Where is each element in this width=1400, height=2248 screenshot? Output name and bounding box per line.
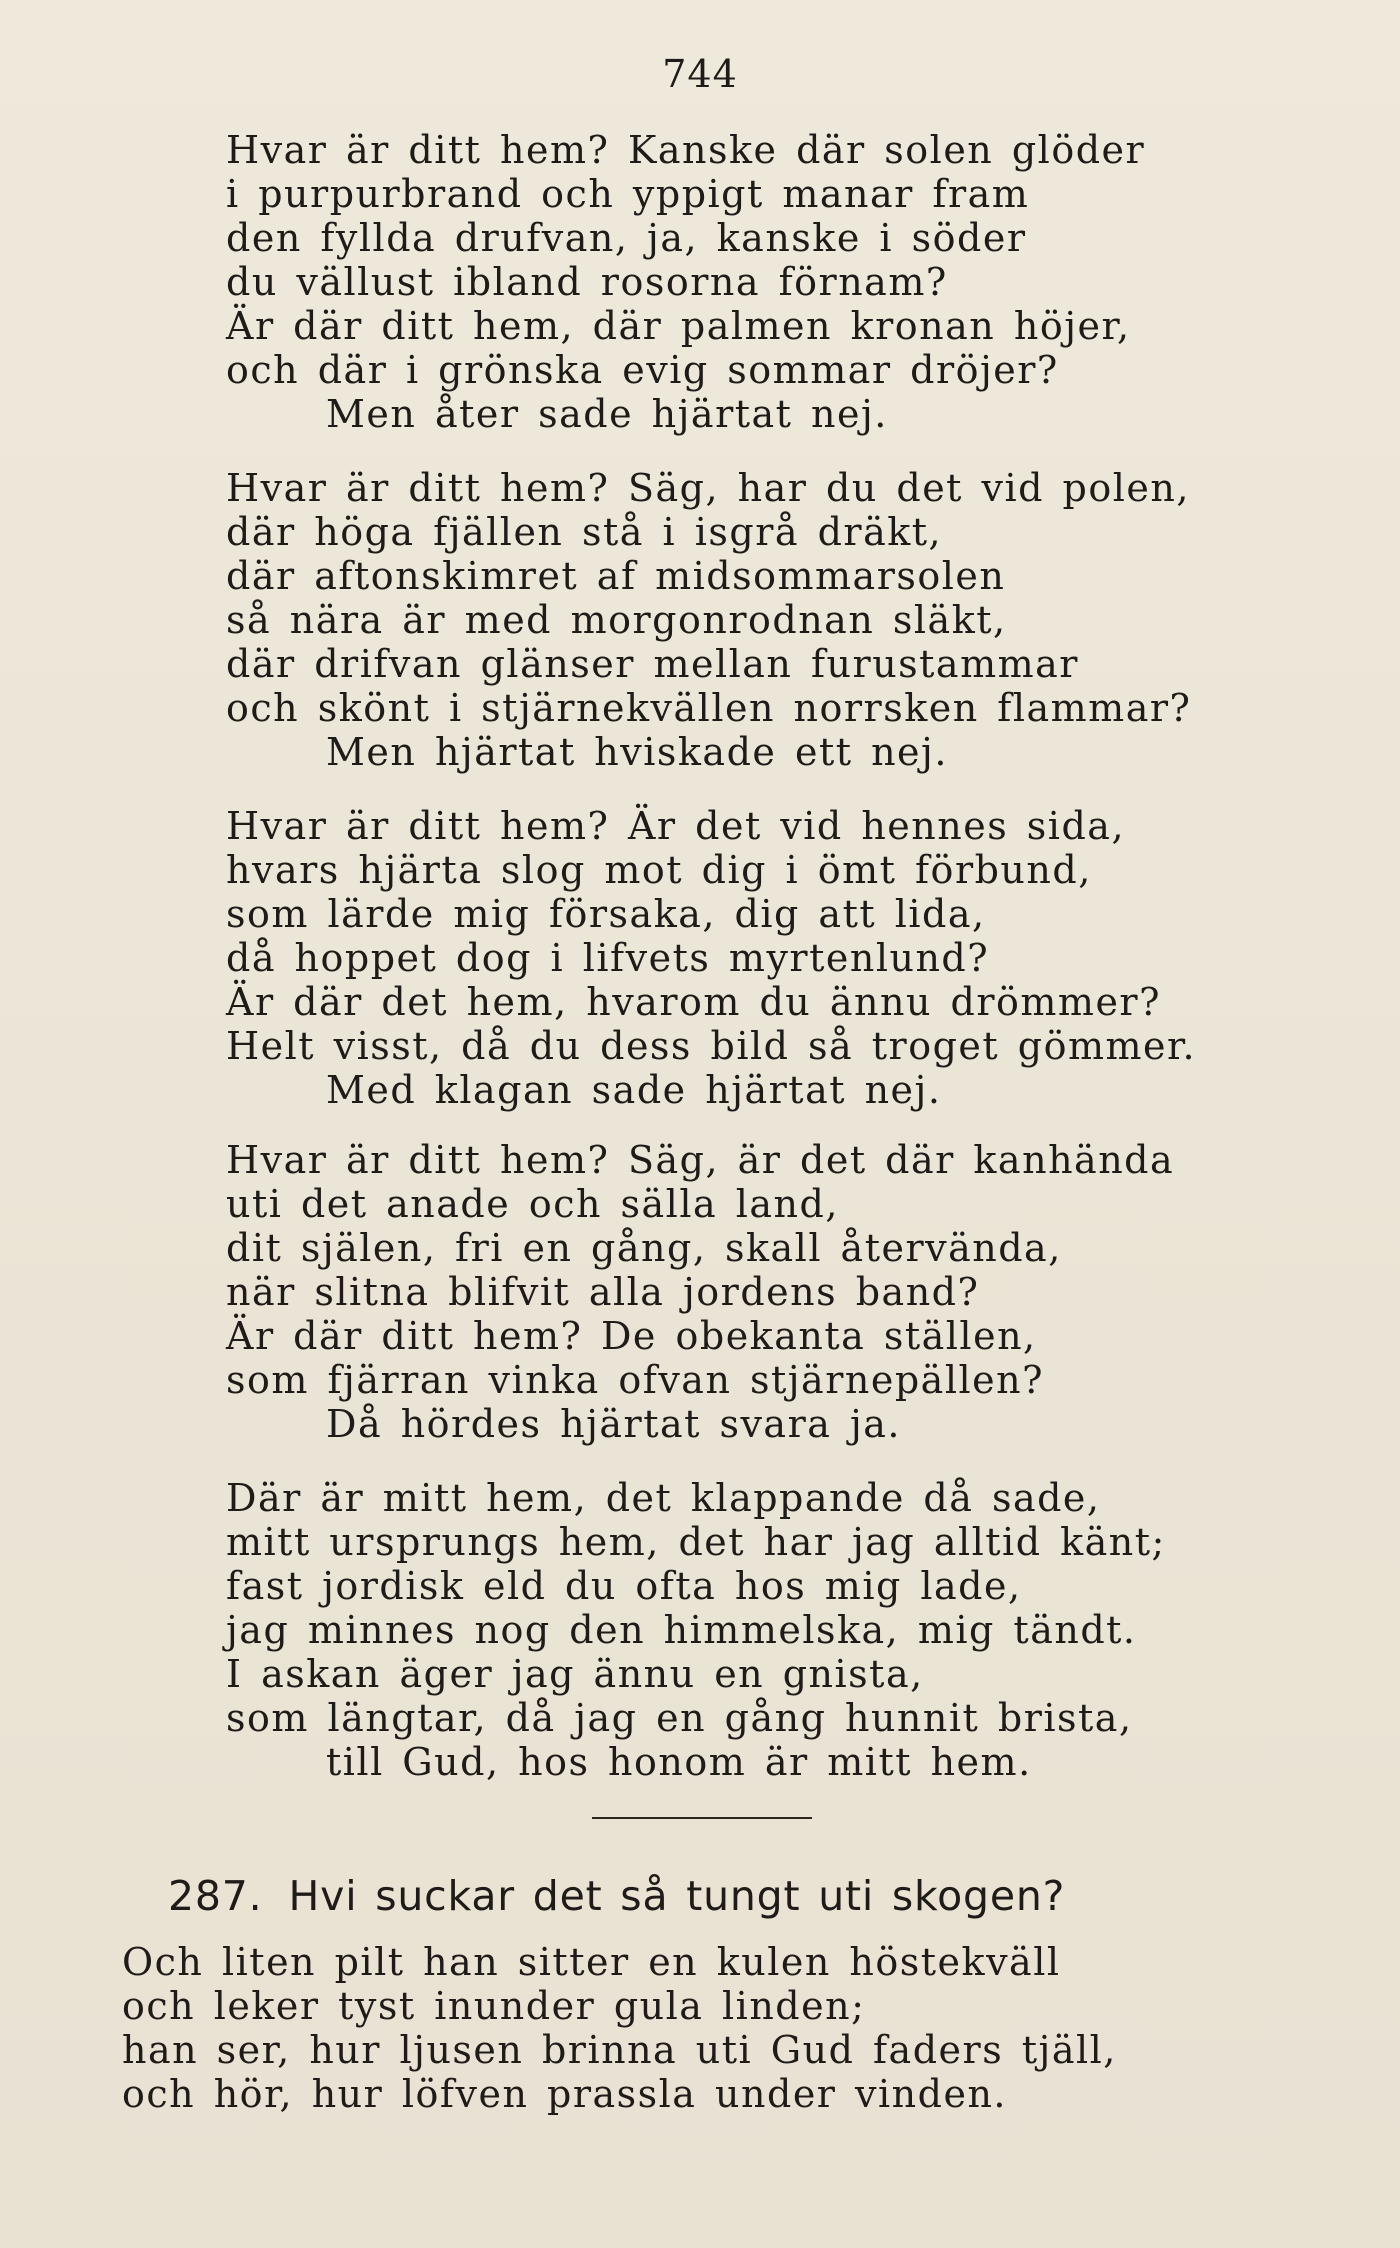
song-line: han ser, hur ljusen brinna uti Gud faders tjäll, (122, 2028, 1117, 2072)
poem-refrain-line: Men hjärtat hviskade ett nej. (326, 730, 948, 774)
poem-line: och där i grönska evig sommar dröjer? (226, 348, 1059, 392)
poem-stanza-2 (226, 466, 1191, 774)
poem-refrain-line: Men åter sade hjärtat nej. (326, 392, 888, 436)
song-title: Hvi suckar det så tungt uti skogen? (288, 1872, 1066, 1920)
poem-line: Är där det hem, hvarom du ännu drömmer? (226, 980, 1161, 1024)
poem-line: Hvar är ditt hem? Säg, har du det vid polen, (226, 466, 1190, 510)
poem-refrain-line: till Gud, hos honom är mitt hem. (326, 1740, 1032, 1784)
poem-line: Där är mitt hem, det klappande då sade, (226, 1476, 1101, 1520)
poem-line: där aftonskimret af midsommarsolen (226, 554, 1006, 598)
poem-line: som lärde mig försaka, dig att lida, (226, 892, 986, 936)
poem-line: dit själen, fri en gång, skall återvända, (226, 1226, 1062, 1270)
song-heading (168, 1872, 1065, 1920)
page-number: 744 (662, 52, 738, 96)
section-divider (592, 1817, 812, 1819)
song-line: och hör, hur löfven prassla under vinden. (122, 2072, 1008, 2116)
poem-line: så nära är med morgonrodnan släkt, (226, 598, 1007, 642)
poem-stanza-4 (226, 1138, 1174, 1446)
poem-line: Hvar är ditt hem? Är det vid hennes sida, (226, 804, 1126, 848)
poem-line: Är där ditt hem? De obekanta ställen, (226, 1314, 1037, 1358)
poem-line: när slitna blifvit alla jordens band? (226, 1270, 980, 1314)
poem-stanza-1 (226, 128, 1145, 436)
poem-line: hvars hjärta slog mot dig i ömt förbund, (226, 848, 1092, 892)
poem-line: då hoppet dog i lifvets myrtenlund? (226, 936, 990, 980)
poem-line: mitt ursprungs hem, det har jag alltid känt; (226, 1520, 1166, 1564)
poem-line: i purpurbrand och yppigt manar fram (226, 172, 1030, 216)
song-line: Och liten pilt han sitter en kulen höstekväll (122, 1940, 1061, 1984)
poem-line: Helt visst, då du dess bild så troget gömmer. (226, 1024, 1197, 1068)
poem-line: jag minnes nog den himmelska, mig tändt. (226, 1608, 1137, 1652)
poem-line: fast jordisk eld du ofta hos mig lade, (226, 1564, 1022, 1608)
poem-line: Är där ditt hem, där palmen kronan höjer, (226, 304, 1131, 348)
poem-line: där höga fjällen stå i isgrå dräkt, (226, 510, 943, 554)
poem-line: I askan äger jag ännu en gnista, (226, 1652, 924, 1696)
song-line: och leker tyst inunder gula linden; (122, 1984, 866, 2028)
poem-refrain-line: Med klagan sade hjärtat nej. (326, 1068, 942, 1112)
poem-stanza-3 (226, 804, 1196, 1112)
poem-line: du vällust ibland rosorna förnam? (226, 260, 948, 304)
song-stanza-1 (122, 1940, 1117, 2116)
poem-refrain-line: Då hördes hjärtat svara ja. (326, 1402, 902, 1446)
poem-line: Hvar är ditt hem? Kanske där solen glöder (226, 128, 1146, 172)
poem-line: som fjärran vinka ofvan stjärnepällen? (226, 1358, 1044, 1402)
poem-line: där drifvan glänser mellan furustammar (226, 642, 1079, 686)
poem-line: uti det anade och sälla land, (226, 1182, 839, 1226)
poem-line: den fyllda drufvan, ja, kanske i söder (226, 216, 1027, 260)
poem-stanza-5 (226, 1476, 1166, 1784)
poem-line: och skönt i stjärnekvällen norrsken flammar? (226, 686, 1192, 730)
poem-line: som längtar, då jag en gång hunnit brista, (226, 1696, 1133, 1740)
song-number: 287. (168, 1872, 263, 1920)
poem-line: Hvar är ditt hem? Säg, är det där kanhända (226, 1138, 1175, 1182)
